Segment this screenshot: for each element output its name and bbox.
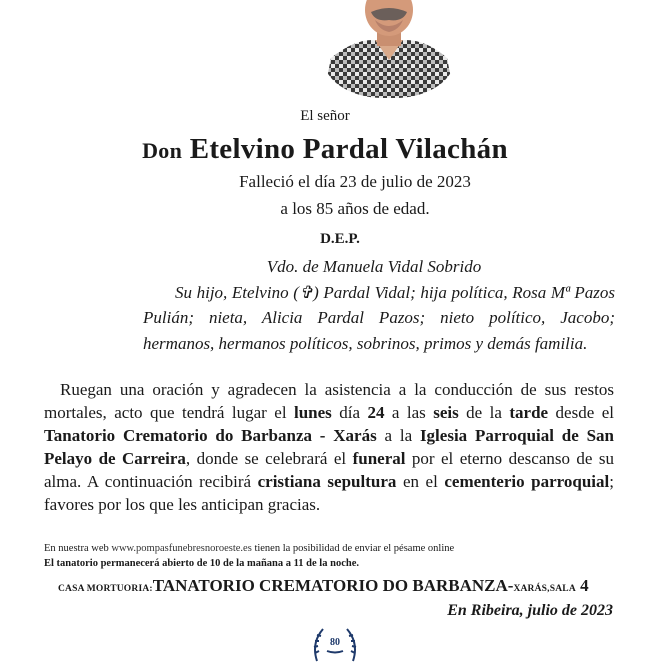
funeral-home-room: 4 [575, 576, 589, 595]
deceased-name [0, 133, 650, 166]
ceremony-text-part: ; favores por los que les anticipan gracias. [44, 472, 614, 514]
seal-number: 80 [330, 637, 340, 648]
web-note [44, 543, 454, 554]
ceremony-church: Iglesia Parroquial de San Pelayo de Carreira [44, 426, 614, 468]
name-full: Etelvino Pardal Vilachán [189, 133, 508, 165]
ceremony-text-part: Ruegan una oración y agradecen la asistencia a la conducción de sus restos mortales, acto que tendrá lugar el [44, 380, 614, 422]
dep-abbrev: D.E.P. [320, 231, 360, 247]
web-link[interactable]: www.pompasfunebresnoroeste.es [111, 543, 252, 554]
ceremony-text-part: a las [384, 403, 434, 422]
ceremony-text-part: desde el [548, 403, 614, 422]
ceremony-burial: cristiana sepultura [257, 472, 397, 491]
ceremony-funeral: funeral [352, 449, 406, 468]
funeral-home [58, 576, 589, 596]
name-title: Don [142, 138, 183, 163]
hours-note: El tanatorio permanecerá abierto de 10 de la mañana a 11 de la noche. [44, 558, 359, 569]
death-date: Falleció el día 23 de julio de 2023 [239, 172, 471, 191]
ceremony-text-part: , donde se celebrará el [185, 449, 353, 468]
intro-text: El señor [300, 108, 350, 124]
deceased-portrait [323, 0, 455, 98]
web-note-pre: En nuestra web [44, 543, 112, 554]
ceremony-text-part: de la [458, 403, 510, 422]
ceremony-text-part: día [331, 403, 368, 422]
age: a los 85 años de edad. [280, 199, 430, 218]
ceremony-text-part: en el [396, 472, 445, 491]
family-block [143, 254, 615, 356]
anniversary-seal [305, 623, 365, 663]
ceremony-hour: seis [433, 403, 459, 422]
ceremony-text-part: a la [376, 426, 420, 445]
ceremony-period: tarde [509, 403, 549, 422]
family-list: Su hijo, Etelvino (✞) Pardal Vidal; hija política, Rosa Mª Pazos Pulián; nieta, Alicia Pardal Pazos; nieto político, Jacobo; hermanos, hermanos políticos, sobrinos, primos y demás familia. [143, 282, 615, 353]
place-date: En Ribeira, julio de 2023 [447, 602, 613, 619]
funeral-home-room-label: XARÁS,SALA [513, 584, 576, 594]
ceremony-day: lunes [294, 403, 332, 422]
widow-line: Vdo. de Manuela Vidal Sobrido [266, 257, 482, 276]
ceremony-cemetery: cementerio parroquial [444, 472, 610, 491]
funeral-home-label: CASA MORTUORIA: [58, 584, 153, 594]
ceremony-origin: Tanatorio Crematorio do Barbanza - Xarás [44, 426, 377, 445]
ceremony-date: 24 [367, 403, 385, 422]
web-note-post: tienen la posibilidad de enviar el pésame online [251, 543, 455, 554]
funeral-home-name: TANATORIO CREMATORIO DO BARBANZA- [152, 576, 514, 595]
ceremony-text [44, 378, 614, 516]
ceremony-text-part: por el eterno descanso de su alma. A continuación recibirá [44, 449, 615, 491]
